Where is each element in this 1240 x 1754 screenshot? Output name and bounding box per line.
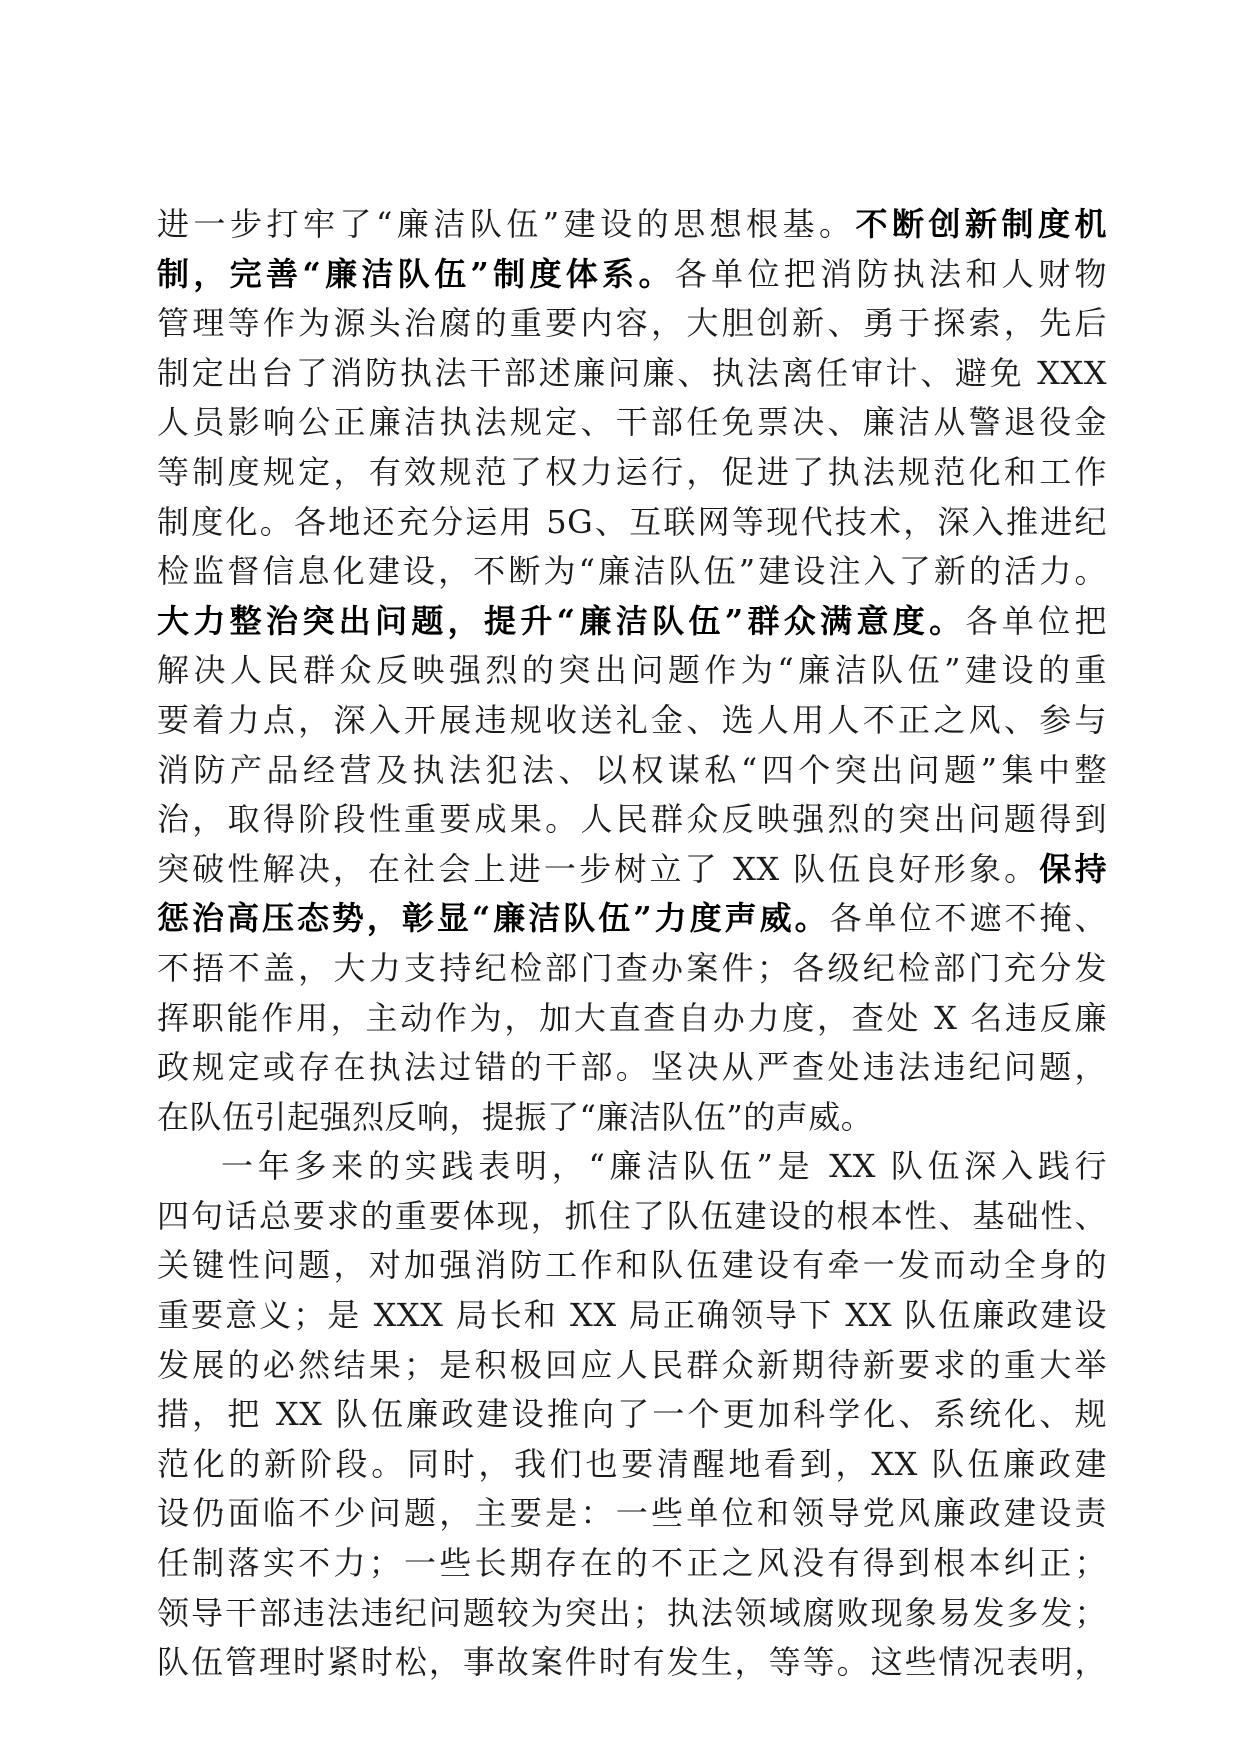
body-text (157, 200, 1107, 1688)
bold-heading: 惩治高压态势，彰显“廉洁队伍”力度声威。 (157, 899, 830, 938)
text-line: 检监督信息化建设，不断为“廉洁队伍”建设注入了新的活力。 (157, 552, 1107, 591)
text-line: 制，完善“廉洁队伍”制度体系。各单位把消防执法和人财物 (157, 254, 1107, 293)
text-line: 四句话总要求的重要体现，抓住了队伍建设的根本性、基础性、 (157, 1196, 1107, 1235)
text-line: 重要意义；是 XXX 局长和 XX 局正确领导下 XX 队伍廉政建设 (157, 1296, 1107, 1335)
text-line: 等制度规定，有效规范了权力运行，促进了执法规范化和工作 (157, 452, 1107, 491)
bold-heading: 制，完善“廉洁队伍”制度体系。 (157, 254, 675, 293)
bold-heading: 保持 (1039, 849, 1107, 888)
text-line: 消防产品经营及执法犯法、以权谋私“四个突出问题”集中整 (157, 750, 1107, 789)
text-line: 惩治高压态势，彰显“廉洁队伍”力度声威。各单位不遮不掩、 (157, 899, 1107, 938)
text-line: 任制落实不力；一些长期存在的不正之风没有得到根本纠正； (157, 1544, 1107, 1583)
bold-heading: 大力整治突出问题，提升“廉洁队伍”群众满意度。 (157, 601, 966, 640)
text-line: 措，把 XX 队伍廉政建设推向了一个更加科学化、系统化、规 (157, 1395, 1107, 1434)
text-line: 关键性问题，对加强消防工作和队伍建设有牵一发而动全身的 (157, 1246, 1107, 1285)
text-line: 治，取得阶段性重要成果。人民群众反映强烈的突出问题得到 (157, 800, 1107, 839)
text-line: 发展的必然结果；是积极回应人民群众新期待新要求的重大举 (157, 1345, 1107, 1384)
text-line: 解决人民群众反映强烈的突出问题作为“廉洁队伍”建设的重 (157, 651, 1107, 690)
text-line: 设仍面临不少问题，主要是：一些单位和领导党风廉政建设责 (157, 1494, 1107, 1533)
text-line: 大力整治突出问题，提升“廉洁队伍”群众满意度。各单位把 (157, 601, 1107, 640)
bold-heading: 不断创新制度机 (855, 205, 1107, 243)
text-line: 在队伍引起强烈反响，提振了“廉洁队伍”的声威。 (157, 1097, 874, 1136)
text-line: 队伍管理时紧时松，事故案件时有发生，等等。这些情况表明， (157, 1643, 1107, 1682)
text-line: 制度化。各地还充分运用 5G、互联网等现代技术，深入推进纪 (157, 502, 1107, 541)
text-line: 要着力点，深入开展违规收送礼金、选人用人不正之风、参与 (157, 700, 1107, 739)
text-line: 制定出台了消防执法干部述廉问廉、执法离任审计、避免 XXX (157, 353, 1107, 392)
text-line: 人员影响公正廉洁执法规定、干部任免票决、廉洁从警退役金 (157, 403, 1107, 442)
paragraph-first-line: 一年多来的实践表明，“廉洁队伍”是 XX 队伍深入践行 (221, 1147, 1107, 1186)
text-line: 政规定或存在执法过错的干部。坚决从严查处违法违纪问题， (157, 1048, 1107, 1087)
text-line: 管理等作为源头治腐的重要内容，大胆创新、勇于探索，先后 (157, 304, 1107, 343)
text-line: 挥职能作用，主动作为，加大直查自办力度，查处 X 名违反廉 (157, 998, 1107, 1037)
text-line: 领导干部违法违纪问题较为突出；执法领域腐败现象易发多发； (157, 1593, 1107, 1632)
text-line: 不捂不盖，大力支持纪检部门查办案件；各级纪检部门充分发 (157, 948, 1107, 987)
text-line: 范化的新阶段。同时，我们也要清醒地看到，XX 队伍廉政建 (157, 1444, 1107, 1483)
text-line: 突破性解决，在社会上进一步树立了 XX 队伍良好形象。保持 (157, 849, 1107, 888)
text-line: 进一步打牢了“廉洁队伍”建设的思想根基。不断创新制度机 (157, 205, 1107, 243)
